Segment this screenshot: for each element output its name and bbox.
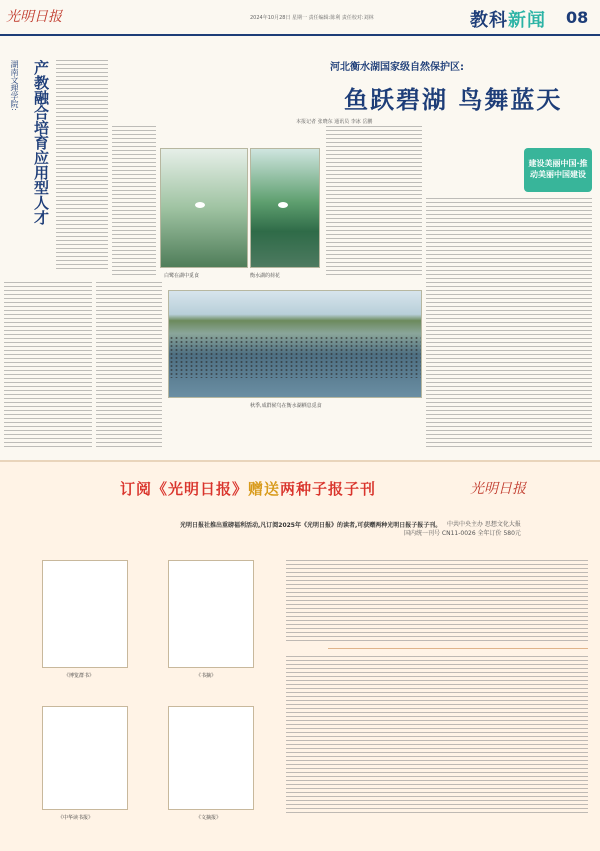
newspaper-logo: 光明日报 <box>6 9 62 25</box>
birds-caption: 秋季,成群候鸟在衡水湖栖息觅食 <box>250 403 322 409</box>
ad-logo: 光明日报 <box>470 481 526 497</box>
column-badge: 建设美丽中国·推动美丽中国建设 <box>524 148 592 192</box>
paper-label-wenzhaibao: 《文摘报》 <box>196 815 222 821</box>
egret-photo <box>160 148 248 268</box>
feature-subtitle: 湖南文理学院: <box>10 60 19 111</box>
article-body-column-5 <box>4 282 92 448</box>
ad-banner <box>120 478 376 499</box>
section-title-post: 新闻 <box>508 10 546 31</box>
dateline: 2024年10月28日 星期一 责任编辑:陈利 责任校对:刘林 <box>250 15 374 21</box>
ad-banner-pre: 订阅《光明日报》 <box>120 480 249 498</box>
paper-label-bolan-qunshu: 《博览群书》 <box>64 673 95 679</box>
article-body-column-1 <box>426 198 592 448</box>
paper-label-shuzhai: 《书摘》 <box>196 673 217 679</box>
feature-headline: 产教融合培育应用型人才 <box>32 60 50 225</box>
article-kicker: 河北衡水湖国家级自然保护区: <box>330 62 464 73</box>
ad-pub-line-1: 中共中央主办 思想文化大报 <box>447 521 521 528</box>
ad-banner-gift: 赠送 <box>248 480 281 498</box>
article-body-column-3 <box>112 126 156 276</box>
article-headline: 鱼跃碧湖 鸟舞蓝天 <box>344 86 563 114</box>
feature-body <box>56 60 108 270</box>
ad-lead: 光明日报社推出重磅福利活动,凡订阅2025年《光明日报》的读者,可获赠两种光明日报子报子刊。 <box>180 522 442 529</box>
lotus-caption: 衡水湖的荷花 <box>250 273 281 279</box>
ad-divider <box>328 648 588 649</box>
paper-zhonghua-dushubao <box>42 706 128 810</box>
article-body-column-2 <box>326 126 422 276</box>
egret-caption: 白鹭在湖中觅食 <box>164 273 200 279</box>
article-byline: 本报记者 张晓东 通讯员 李冰 岳鹏 <box>296 119 373 125</box>
paper-shuzhai <box>168 560 254 668</box>
ad-subscription-details <box>286 656 588 816</box>
migratory-birds-photo <box>168 290 422 398</box>
page-number: 08 <box>566 8 589 27</box>
ad-banner-post: 两种子报子刊 <box>280 480 377 498</box>
ad-body <box>286 560 588 644</box>
section-title <box>470 6 546 32</box>
section-title-pre: 教科 <box>470 10 508 31</box>
page-header <box>0 0 600 36</box>
lotus-photo <box>250 148 320 268</box>
paper-wenzhaibao <box>168 706 254 810</box>
paper-bolan-qunshu <box>42 560 128 668</box>
article-body-column-4 <box>96 282 162 448</box>
ad-pub-line-2: 国内统一刊号 CN11-0026 全年订价 580元 <box>404 530 521 537</box>
paper-label-zhonghua-dushubao: 《中华读书报》 <box>58 815 94 821</box>
